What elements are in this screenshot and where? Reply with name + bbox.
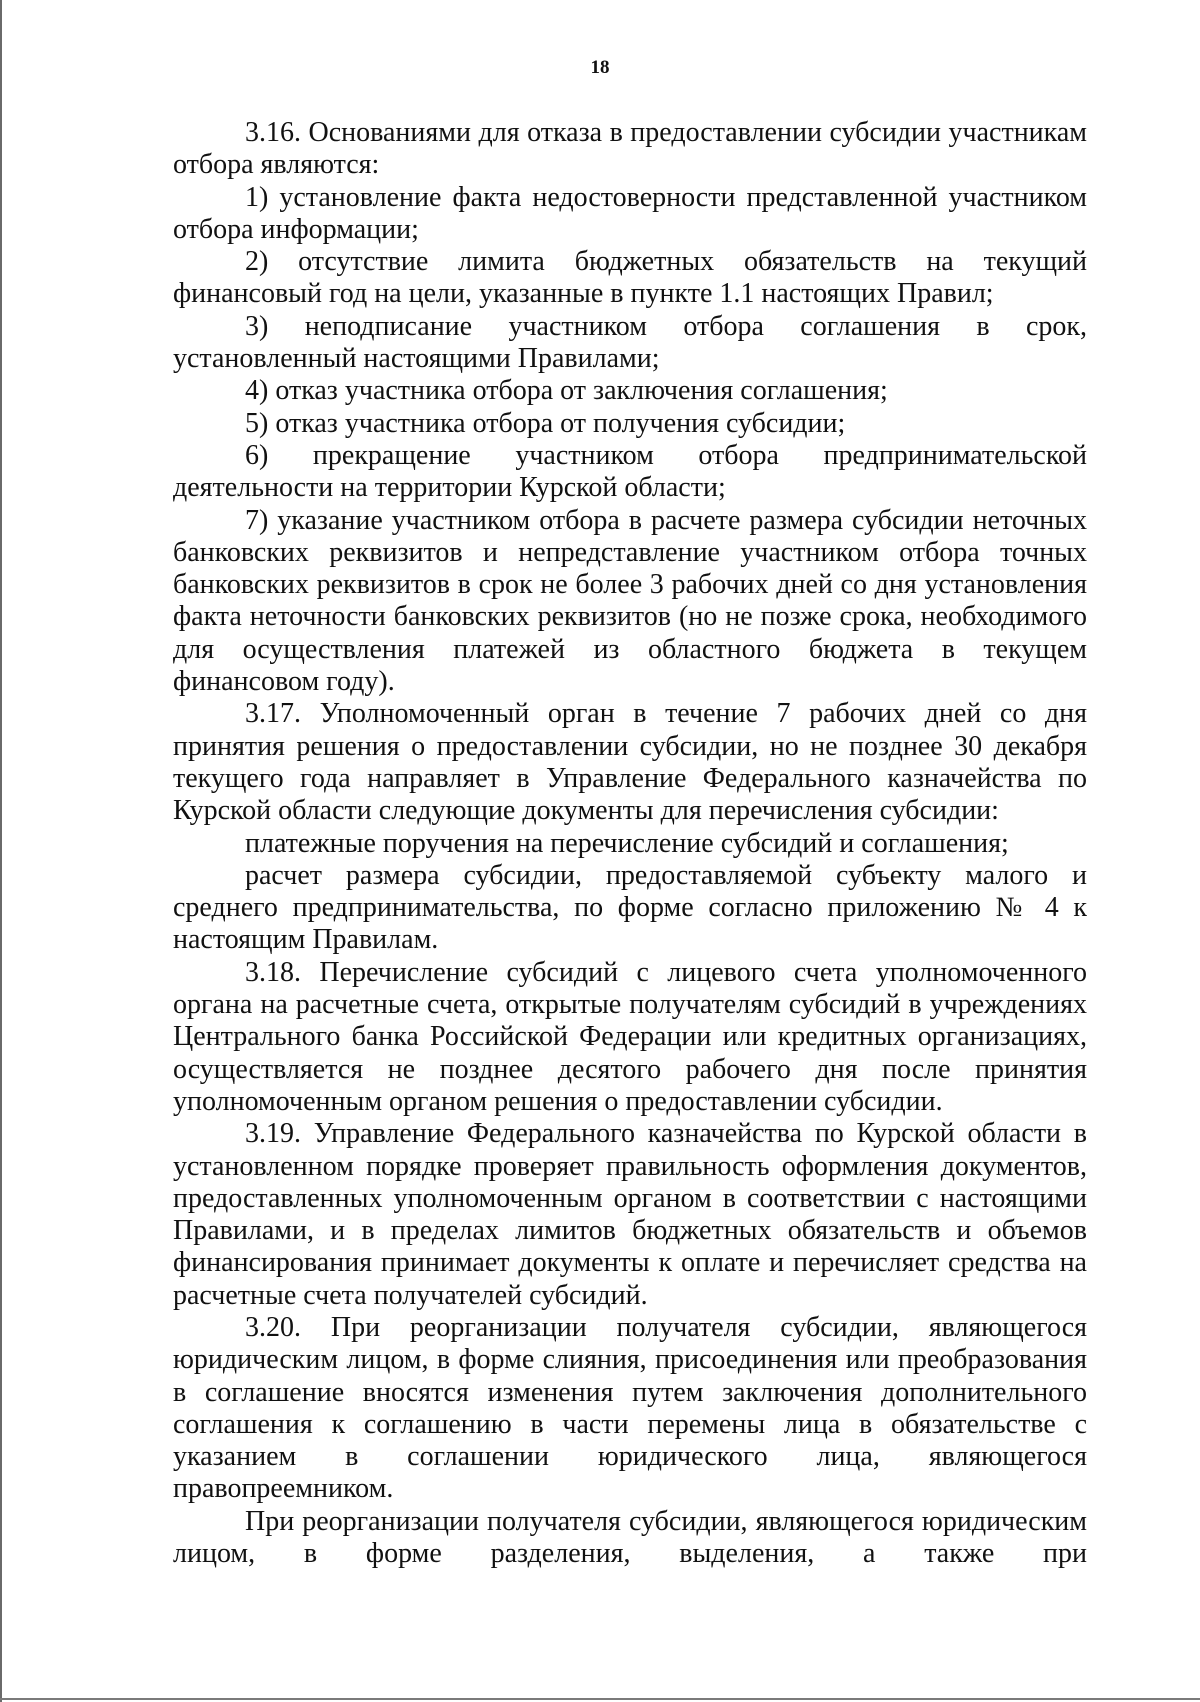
scan-left-edge [0, 0, 2, 1702]
list-item-6: 6) прекращение участником отбора предпринимательской деятельности на территории Курской области; [173, 439, 1087, 504]
list-item-3: 3) неподписание участником отбора соглашения в срок, установленный настоящими Правилами; [173, 310, 1087, 375]
list-item-7: 7) указание участником отбора в расчете размера субсидии неточных банковских реквизитов и непредставление участником отбора точных банковских реквизитов в срок не более 3 рабочих дней со дня установления факта неточности банковских реквизитов (но не позже срока, необходимого для осуществления платежей из областного бюджета в текущем финансовом году). [173, 504, 1087, 698]
paragraph-reorganization-continued: При реорганизации получателя субсидии, являющегося юридическим лицом, в форме разделения, выделения, а также при [173, 1505, 1087, 1570]
list-item-4: 4) отказ участника отбора от заключения соглашения; [245, 375, 888, 407]
page-number: 18 [590, 57, 610, 78]
paragraph-3-16: 3.16. Основаниями для отказа в предоставлении субсидии участникам отбора являются: [173, 117, 1087, 181]
list-item-5: 5) отказ участника отбора от получения субсидии; [245, 407, 846, 439]
paragraph-3-20: 3.20. При реорганизации получателя субсидии, являющегося юридическим лицом, в форме слияния, присоединения или преобразования в соглашение вносятся изменения путем заключения дополнительного соглашения к соглашению в части перемены лица в обязательстве с указанием в соглашении юридического лица, являющегося правопреемником. [173, 1311, 1087, 1505]
paragraph-3-17-item-calculation: расчет размера субсидии, предоставляемой субъекту малого и среднего предпринимательства, по форме согласно приложению № 4 к настоящим Правилам. [173, 859, 1087, 956]
paragraph-3-19: 3.19. Управление Федерального казначейства по Курской области в установленном порядке проверяет правильность оформления документов, предоставленных уполномоченным органом в соответствии с настоящими Правилами, и в пределах лимитов бюджетных обязательств и объемов финансирования принимает документы к оплате и перечисляет средства на расчетные счета получателей субсидий. [173, 1118, 1087, 1311]
paragraph-3-17: 3.17. Уполномоченный орган в течение 7 рабочих дней со дня принятия решения о предоставлении субсидии, но не позднее 30 декабря текущего года направляет в Управление Федерального казначейства по Курской области следующие документы для перечисления субсидии: [173, 698, 1087, 827]
paragraph-3-18: 3.18. Перечисление субсидий с лицевого счета уполномоченного органа на расчетные счета, открытые получателям субсидий в учреждениях Центрального банка Российской Федерации или кредитных организациях, осуществляется не позднее десятого рабочего дня после принятия уполномоченным органом решения о предоставлении субсидии. [173, 956, 1087, 1117]
scan-bottom-edge [0, 1698, 1200, 1700]
list-item-1: 1) установление факта недостоверности представленной участником отбора информации; [173, 181, 1087, 245]
document-body [173, 117, 1087, 1570]
list-item-2: 2) отсутствие лимита бюджетных обязательств на текущий финансовый год на цели, указанные в пункте 1.1 настоящих Правил; [173, 246, 1087, 310]
paragraph-3-17-item-payment-orders: платежные поручения на перечисление субсидий и соглашения; [245, 827, 1009, 859]
